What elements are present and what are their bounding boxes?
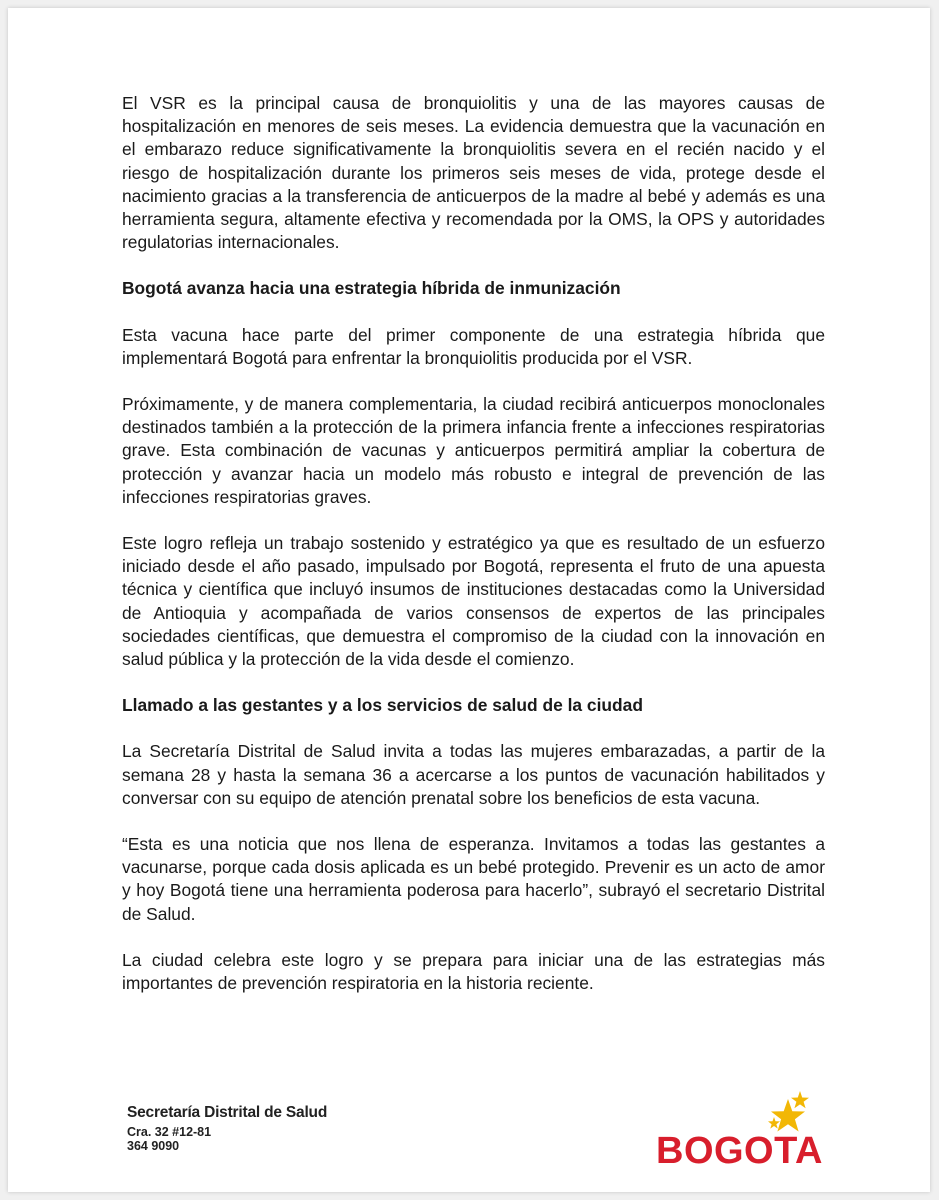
footer-org-name: Secretaría Distrital de Salud [127, 1104, 328, 1121]
paragraph-cierre: La ciudad celebra este logro y se prepara para iniciar una de las estrategias más importantes de prevención respiratoria en la historia reciente. [122, 949, 825, 994]
paragraph-logro: Este logro refleja un trabajo sostenido y estratégico ya que es resultado de un esfuerzo iniciado desde el año pasado, impulsado por Bogotá, representa el fruto de una apuesta técnica y científica que incluyó insumos de instituciones destacadas como la Universidad de Antioquia y acompañada de varios consensos de expertos de las principales sociedades científicas, que demuestra el compromiso de la ciudad con la innovación en salud pública y la protección de la vida desde el comienzo. [122, 533, 825, 670]
footer-contact [127, 1104, 327, 1153]
footer-phone: 364 9090 [127, 1139, 180, 1153]
paragraph-cita: “Esta es una noticia que nos llena de esperanza. Invitamos a todas las gestantes a vacunarse, porque cada dosis aplicada es un bebé protegido. Prevenir es un acto de amor y hoy Bogotá tiene una herramienta poderosa para hacerlo”, subrayó el secretario Distrital de Salud. [122, 834, 825, 924]
document-body [122, 92, 825, 1018]
paragraph-vsr: El VSR es la principal causa de bronquiolitis y una de las mayores causas de hospitalización en menores de seis meses. La evidencia demuestra que la vacunación en el embarazo reduce significativamente la bronquiolitis severa en el recién nacido y el riesgo de hospitalización durante los primeros seis meses de vida, protege desde el nacimiento gracias a la transferencia de anticuerpos de la madre al bebé y además es una herramienta segura, altamente efectiva y recomendada por la OMS, la OPS y autoridades regulatorias internacionales. [122, 93, 825, 253]
bogota-logo [648, 1091, 828, 1181]
paragraph-invitacion: La Secretaría Distrital de Salud invita a todas las mujeres embarazadas, a partir de la semana 28 y hasta la semana 36 a acercarse a los puntos de vacunación habilitados y conversar con su equipo de atención prenatal sobre los beneficios de esta vacuna. [122, 741, 825, 808]
paragraph-anticuerpos: Próximamente, y de manera complementaria, la ciudad recibirá anticuerpos monoclonales destinados también a la protección de la primera infancia frente a infecciones respiratorias grave. Esta combinación de vacunas y anticuerpos permitirá ampliar la cobertura de protección y avanzar hacia un modelo más robusto e integral de prevención de las infecciones respiratorias graves. [122, 394, 825, 507]
footer-address: Cra. 32 #12-81 [127, 1125, 212, 1139]
logo-wordmark: BOGOTA [656, 1130, 823, 1172]
document-page [8, 8, 930, 1192]
paragraph-vacuna: Esta vacuna hace parte del primer componente de una estrategia híbrida que implementará Bogotá para enfrentar la bronquiolitis producida por el VSR. [122, 324, 825, 368]
section-heading-estrategia: Bogotá avanza hacia una estrategia híbrida de inmunización [122, 278, 621, 299]
section-heading-llamado: Llamado a las gestantes y a los servicios de salud de la ciudad [122, 695, 643, 716]
